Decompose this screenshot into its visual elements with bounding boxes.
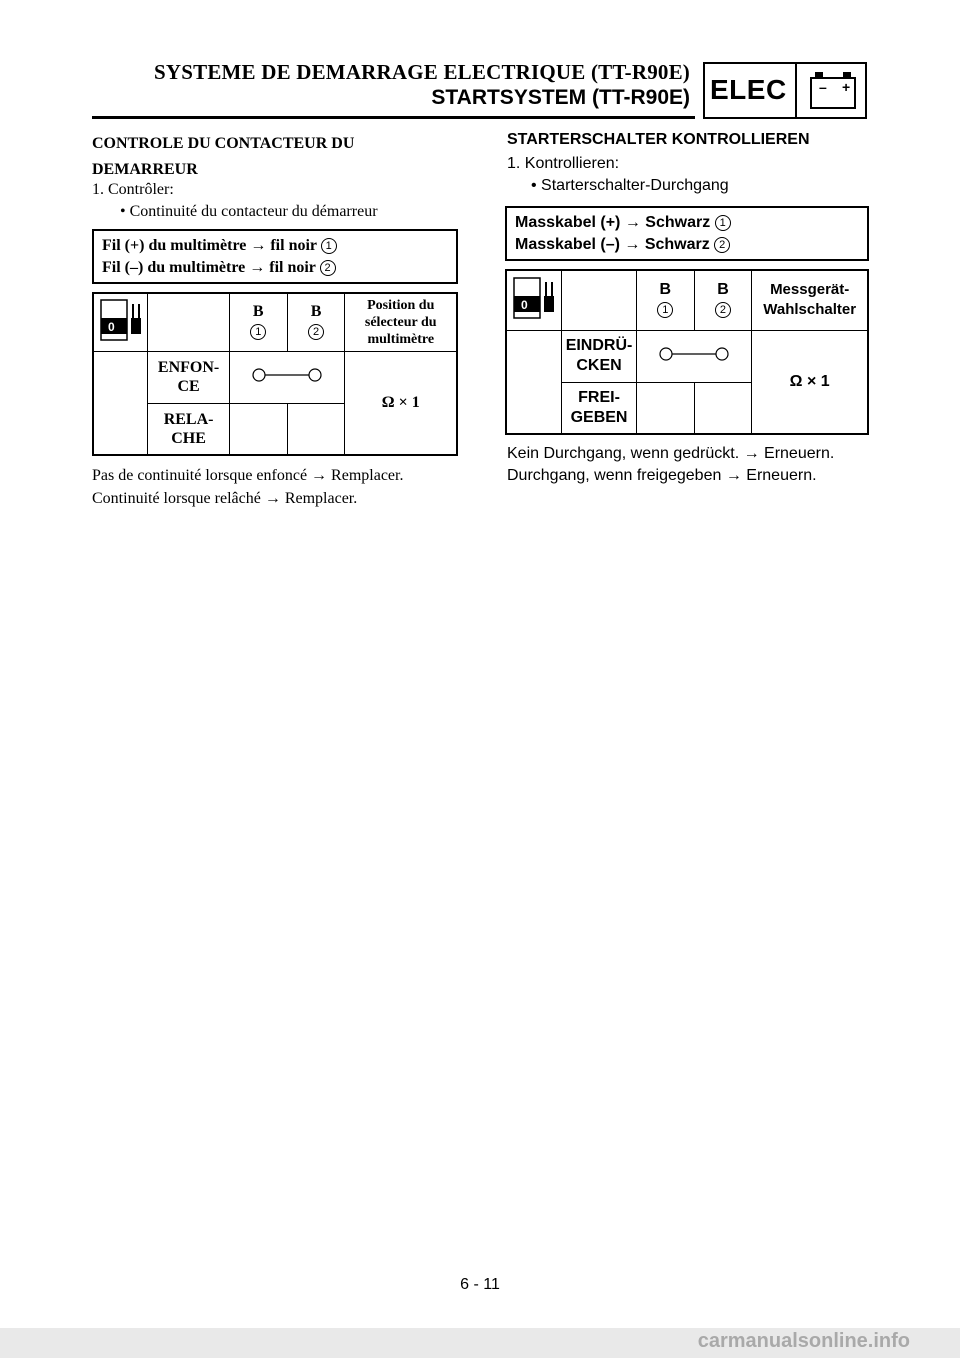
fr-col-pos-l1: Position du [367,297,435,313]
de-lead-1 [515,212,731,234]
de-col-b1-callout: 1 [657,302,673,318]
fr-note-2: Continuité lorsque relâché → Remplacer. [92,490,358,507]
fr-row-released-l2: CHE [171,429,206,447]
svg-text:0: 0 [107,319,115,334]
de-step-1: 1. Kontrollieren: [507,155,620,172]
fr-continuity-symbol-cell [229,351,345,403]
de-lead-2 [515,234,730,256]
battery-minus-sign: – [819,79,827,95]
fr-header-blank [148,293,230,351]
fr-released-b2 [287,403,345,455]
de-released-b1 [636,382,694,434]
battery-icon [805,68,861,114]
de-header-blank [562,270,637,330]
de-row-released-l2: GEBEN [570,408,628,426]
fr-note-1: Pas de continuité lorsque enfoncé → Remplacer. [92,467,404,484]
fr-col-pos-l2: sélecteur du [364,314,437,330]
fr-range-cell: Ω × 1 [345,351,457,455]
page-number: 6 - 11 [460,1276,500,1293]
fr-col-b2 [287,293,345,351]
fr-title-line2: DEMARREUR [92,161,198,178]
callout-1: 1 [321,238,337,254]
de-multimeter-cell [506,270,562,330]
de-col-pos-l2: Wahlschalter [763,301,857,319]
de-lead-box [505,206,869,261]
continuity-symbol [644,344,744,364]
header-title-fr: SYSTEME DE DEMARRAGE ELECTRIQUE (TT-R90E) [153,60,690,84]
fr-lead-2 [102,257,336,279]
fr-lead-box [92,229,458,284]
de-row-released [562,382,637,434]
fr-row-pressed [148,351,230,403]
de-lead-1-text: Masskabel (+) → Schwarz [515,214,711,231]
section-badge-divider [795,62,797,119]
de-col-b2-label: B [717,281,729,299]
fr-side-blank [93,351,148,455]
svg-text:0: 0 [521,297,528,312]
de-side-blank [506,330,562,434]
fr-row-pressed-l2: CE [177,378,200,395]
de-bullet-1: • Starterschalter-Durchgang [531,177,729,194]
de-continuity-table [505,269,869,435]
fr-col-b1 [229,293,287,351]
de-callout-1: 1 [715,215,731,231]
fr-col-pos-l3: multimètre [367,331,435,347]
fr-col-position [345,293,457,351]
fr-col-b2-label: B [310,303,322,321]
fr-lead-2-text: Fil (–) du multimètre → fil noir [102,259,316,276]
watermark-text: carmanualsonline.info [697,1330,910,1352]
fr-title-line1: CONTROLE DU CONTACTEUR DU [92,135,355,152]
de-row-pressed [562,330,637,382]
fr-lead-1-text: Fil (+) du multimètre → fil noir [102,237,317,254]
de-range-cell: Ω × 1 [752,330,868,434]
de-released-b2 [694,382,752,434]
de-col-b2-callout: 2 [715,302,731,318]
de-note-1: Kein Durchgang, wenn gedrückt. → Erneuern. [507,445,835,462]
de-row-pressed-l1: EINDRÜ- [565,337,633,354]
de-callout-2: 2 [714,237,730,253]
de-continuity-symbol-cell [636,330,751,382]
fr-row-released [148,403,230,455]
de-col-b2 [694,270,752,330]
battery-plus-sign: + [842,79,851,95]
de-col-position [752,270,868,330]
de-col-b1-label: B [659,281,672,299]
multimeter-icon [98,296,144,344]
header-title-de: STARTSYSTEM (TT-R90E) [431,86,690,109]
fr-col-b1-callout: 1 [250,324,266,340]
de-lead-2-text: Masskabel (–) → Schwarz [515,236,710,253]
callout-2: 2 [320,260,336,276]
fr-multimeter-cell [93,293,148,351]
de-note-2: Durchgang, wenn freigegeben → Erneuern. [507,467,817,484]
fr-col-b2-callout: 2 [308,324,324,340]
continuity-symbol [237,365,337,385]
fr-row-released-l1: RELA- [163,410,214,428]
de-row-pressed-l2: CKEN [576,357,622,374]
fr-col-b1-label: B [252,303,264,321]
fr-step-1: 1. Contrôler: [92,181,174,198]
de-row-released-l1: FREI- [578,388,620,406]
de-col-pos-l1: Messgerät- [770,281,850,299]
header-rule [92,116,695,119]
fr-section-title [92,131,452,183]
fr-released-b1 [229,403,287,455]
fr-bullet-1: • Continuité du contacteur du démarreur [120,203,378,220]
fr-lead-1 [102,235,337,257]
de-section-title: STARTERSCHALTER KONTROLLIEREN [507,131,810,148]
section-code: ELEC [710,74,787,105]
de-col-b1 [636,270,694,330]
fr-row-pressed-l1: ENFON- [157,359,220,376]
fr-continuity-table [92,292,458,456]
multimeter-icon [511,274,557,322]
